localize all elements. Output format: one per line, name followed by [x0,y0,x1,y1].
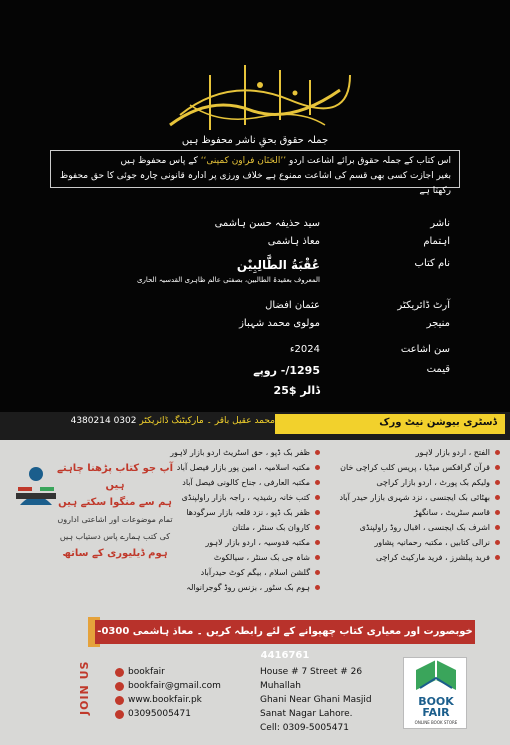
info-label: ناشر [430,218,450,229]
list-item: قرآن گرافکس میڈیا ، پریس کلب کراچی خان [320,460,500,475]
outlets-list-middle [165,445,320,595]
info-label: نام کتاب [414,258,450,269]
info-value: سید حذیفہ حسن ہاشمی [214,218,320,229]
list-item: قاسم سٹریٹ ، سانگھڑ [320,505,500,520]
info-label: اہتمام [423,236,450,247]
whatsapp-link[interactable] [115,707,275,721]
promo-line: ہم سے منگوا سکتے ہیں [58,497,172,508]
list-item: الفتح ، اردو بازار لاہور [320,445,500,460]
distribution-label: ڈسٹری بیوشن نیٹ ورک [275,414,505,434]
price-dollars: ڈالر $25 [273,384,320,397]
rights-reserved: جملہ حقوق بحقِ ناشر محفوظ ہیں [181,135,329,146]
promo-line: تمام موضوعات اور اشاعتی اداروں [57,515,173,524]
store-address [260,665,400,735]
list-item: ہوم بک سٹور ، بزنس روڈ گوجرانوالہ [165,580,320,595]
info-row-price [60,364,450,382]
whatsapp-number: 03095005471 [128,709,191,719]
book-icon [404,658,468,696]
logo-name [404,696,468,718]
list-item: ظفر بک ڈپو ، نزد قلعہ بازار سرگودھا [165,505,320,520]
list-item: کاروان بک سنٹر ، ملتان [165,520,320,535]
facebook-icon [115,668,124,677]
price-rupees: 1295/- روپے [253,364,320,377]
info-value: عثمان افضال [265,300,320,311]
book-title: عُقْبَةُ الطَّالِبِيْن [236,258,320,272]
facebook-handle: bookfair [128,667,165,677]
logo-tagline: ONLINE BOOK STORE [414,720,458,725]
info-row-book-name [60,258,450,276]
cell-number: Cell: 0309-5005471 [260,723,349,733]
logo-word-book: BOOK [418,695,454,708]
logo-word-fair: FAIR [422,706,450,719]
info-label: قیمت [426,364,450,375]
notice-line-2: بغیر اجازت کسی بھی قسم کی اشاعت ممنوع ہے خلاف ورزی پر ادارہ قانونی چارہ جوئی کا حق محفوظ رکھتا ہے [59,171,451,196]
info-row-manager [60,318,450,336]
list-item: شاہ جی بک سنٹر ، سیالکوٹ [165,550,320,565]
list-item: نرالی کتابیں ، مکتبہ رحمانیہ پشاور [320,535,500,550]
list-item: مکتبہ قدوسیہ ، اردو بازار لاہور [165,535,320,550]
contact-phone: 0302 4380214 [70,416,137,426]
website-url: www.bookfair.pk [128,695,202,705]
publisher-name: ’’الحَنَان فراون کمپنی‘‘ [200,156,287,166]
list-item: مکتبہ العارفی ، جناح کالونی فیصل آباد [165,475,320,490]
list-item: گلشن اسلام ، بیگم کوٹ حیدرآباد [165,565,320,580]
notice-text-b: کے پاس محفوظ ہیں [120,156,198,166]
notice-text-a: اس کتاب کے جملہ حقوق برائے اشاعت اردو [289,156,451,166]
list-item: ظفر بک ڈپو ، حق اسٹریٹ اردو بازار لاہور [165,445,320,460]
bookfair-logo [403,657,467,729]
info-label: آرٹ ڈائریکٹر [397,300,450,311]
marketing-contact [65,416,275,426]
notice-line-1 [59,154,451,169]
info-row-publisher [60,218,450,236]
email-link[interactable] [115,679,275,693]
list-item: ولیکم بک پورٹ ، اردو بازار کراچی [320,475,500,490]
promo-line: ہوم ڈیلیوری کے ساتھ [62,548,168,559]
contact-name: محمد عقیل باقر ۔ مارکیٹنگ ڈائریکٹر [139,416,275,426]
reader-icon [12,465,60,511]
promo-text [55,460,175,562]
globe-icon [115,696,124,705]
address-line: Sanat Nagar Lahore. [260,709,353,719]
list-item: مکتبہ اسلامیہ ، امین پور بازار فیصل آباد [165,460,320,475]
list-item: بھٹائی بک ایجنسی ، نزد شہری بازار حیدر آباد [320,490,500,505]
social-links [115,665,275,721]
copyright-notice [50,150,460,196]
outlets-list-right [320,445,500,565]
promo-line: آپ جو کتاب پڑھنا چاہتے ہیں [56,463,174,491]
info-row-price-usd [60,384,450,402]
facebook-link[interactable] [115,665,275,679]
address-line: House # 7 Street # 26 Muhallah [260,667,363,691]
email-icon [115,682,124,691]
website-link[interactable] [115,693,275,707]
calligraphy-logo [150,55,360,140]
info-row-management [60,236,450,254]
book-subtitle: المعروف بعقیدۃ الطالبین، بصفتی عالم ظاہری القدسیہ الحاری [137,276,320,284]
info-value: 2024ء [289,344,320,355]
join-us-label: JOIN US [78,660,91,715]
printing-contact-phone: 0300-4416761 [97,626,310,661]
list-item: فرید پبلشرز ، فرید مارکیٹ کراچی [320,550,500,565]
info-label: منیجر [426,318,450,329]
promo-line: کی کتب ہمارے پاس دستیاب ہیں [59,532,171,541]
info-value: معاذ ہاشمی [267,236,320,247]
address-line: Ghani Near Ghani Masjid [260,695,372,705]
list-item: کتب خانہ رشیدیہ ، راجہ بازار راولپنڈی [165,490,320,505]
printing-contact-bar [95,620,475,661]
info-row-art-director [60,300,450,318]
info-value: مولوی محمد شہباز [239,318,320,329]
email-address: bookfair@gmail.com [128,681,221,691]
whatsapp-icon [115,710,124,719]
info-row-subtitle [60,276,450,294]
printing-contact-text: خوبصورت اور معیاری کتاب چھپوانے کے لئے رابطہ کریں ۔ معاذ ہاشمی [132,626,473,637]
list-item: اشرف بک ایجنسی ، اقبال روڈ راولپنڈی [320,520,500,535]
info-label: سن اشاعت [400,344,450,355]
info-row-year [60,344,450,362]
